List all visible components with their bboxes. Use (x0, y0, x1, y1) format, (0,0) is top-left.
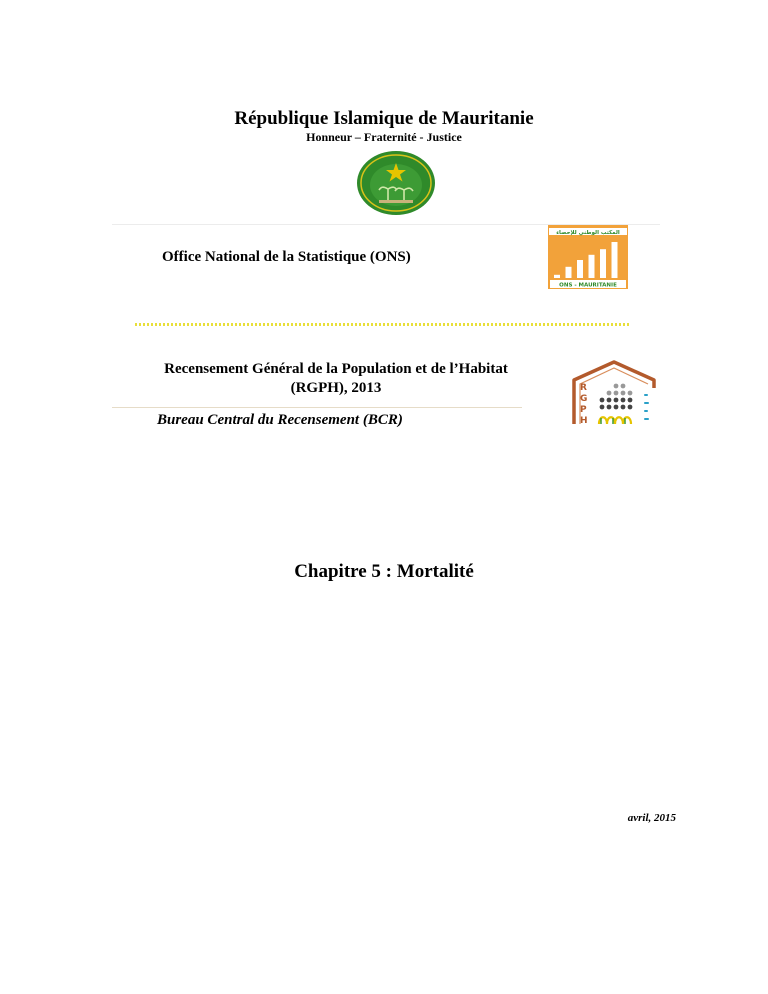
chapter-title: Chapitre 5 : Mortalité (294, 561, 474, 582)
census-title: Recensement Général de la Population et de l’Habitat (RGPH), 2013 (164, 361, 508, 396)
ons-logo-bar (554, 275, 560, 278)
rgph-dot-grid (600, 384, 633, 410)
office-name: Office National de la Statistique (ONS) (162, 249, 411, 265)
ons-logo-caption: ONS - MAURITANIE (559, 282, 617, 289)
rgph-letter-g: G (580, 394, 588, 404)
publication-date: avril, 2015 (627, 812, 676, 824)
census-divider (112, 407, 522, 408)
rgph-letter-r: R (580, 383, 587, 393)
ons-logo-bar (577, 260, 583, 278)
bureau-name: Bureau Central du Recensement (BCR) (157, 412, 403, 428)
national-motto: Honneur – Fraternité - Justice (306, 130, 462, 144)
national-seal-emblem (355, 149, 437, 217)
rgph-letter-h: H (580, 416, 588, 426)
rgph-logo (566, 360, 662, 428)
country-title: République Islamique de Mauritanie (234, 108, 534, 129)
rgph-arabic-script (644, 394, 649, 420)
ons-logo-bar (566, 267, 572, 278)
ons-logo-bar (612, 242, 618, 278)
dotted-divider (135, 323, 631, 326)
ons-logo-arabic: المكتب الوطني للإحصاء (556, 230, 620, 236)
ons-logo-bar (589, 255, 595, 278)
ons-logo (548, 225, 628, 289)
rgph-letter-p: P (580, 405, 587, 415)
ons-logo-bar (600, 249, 606, 278)
